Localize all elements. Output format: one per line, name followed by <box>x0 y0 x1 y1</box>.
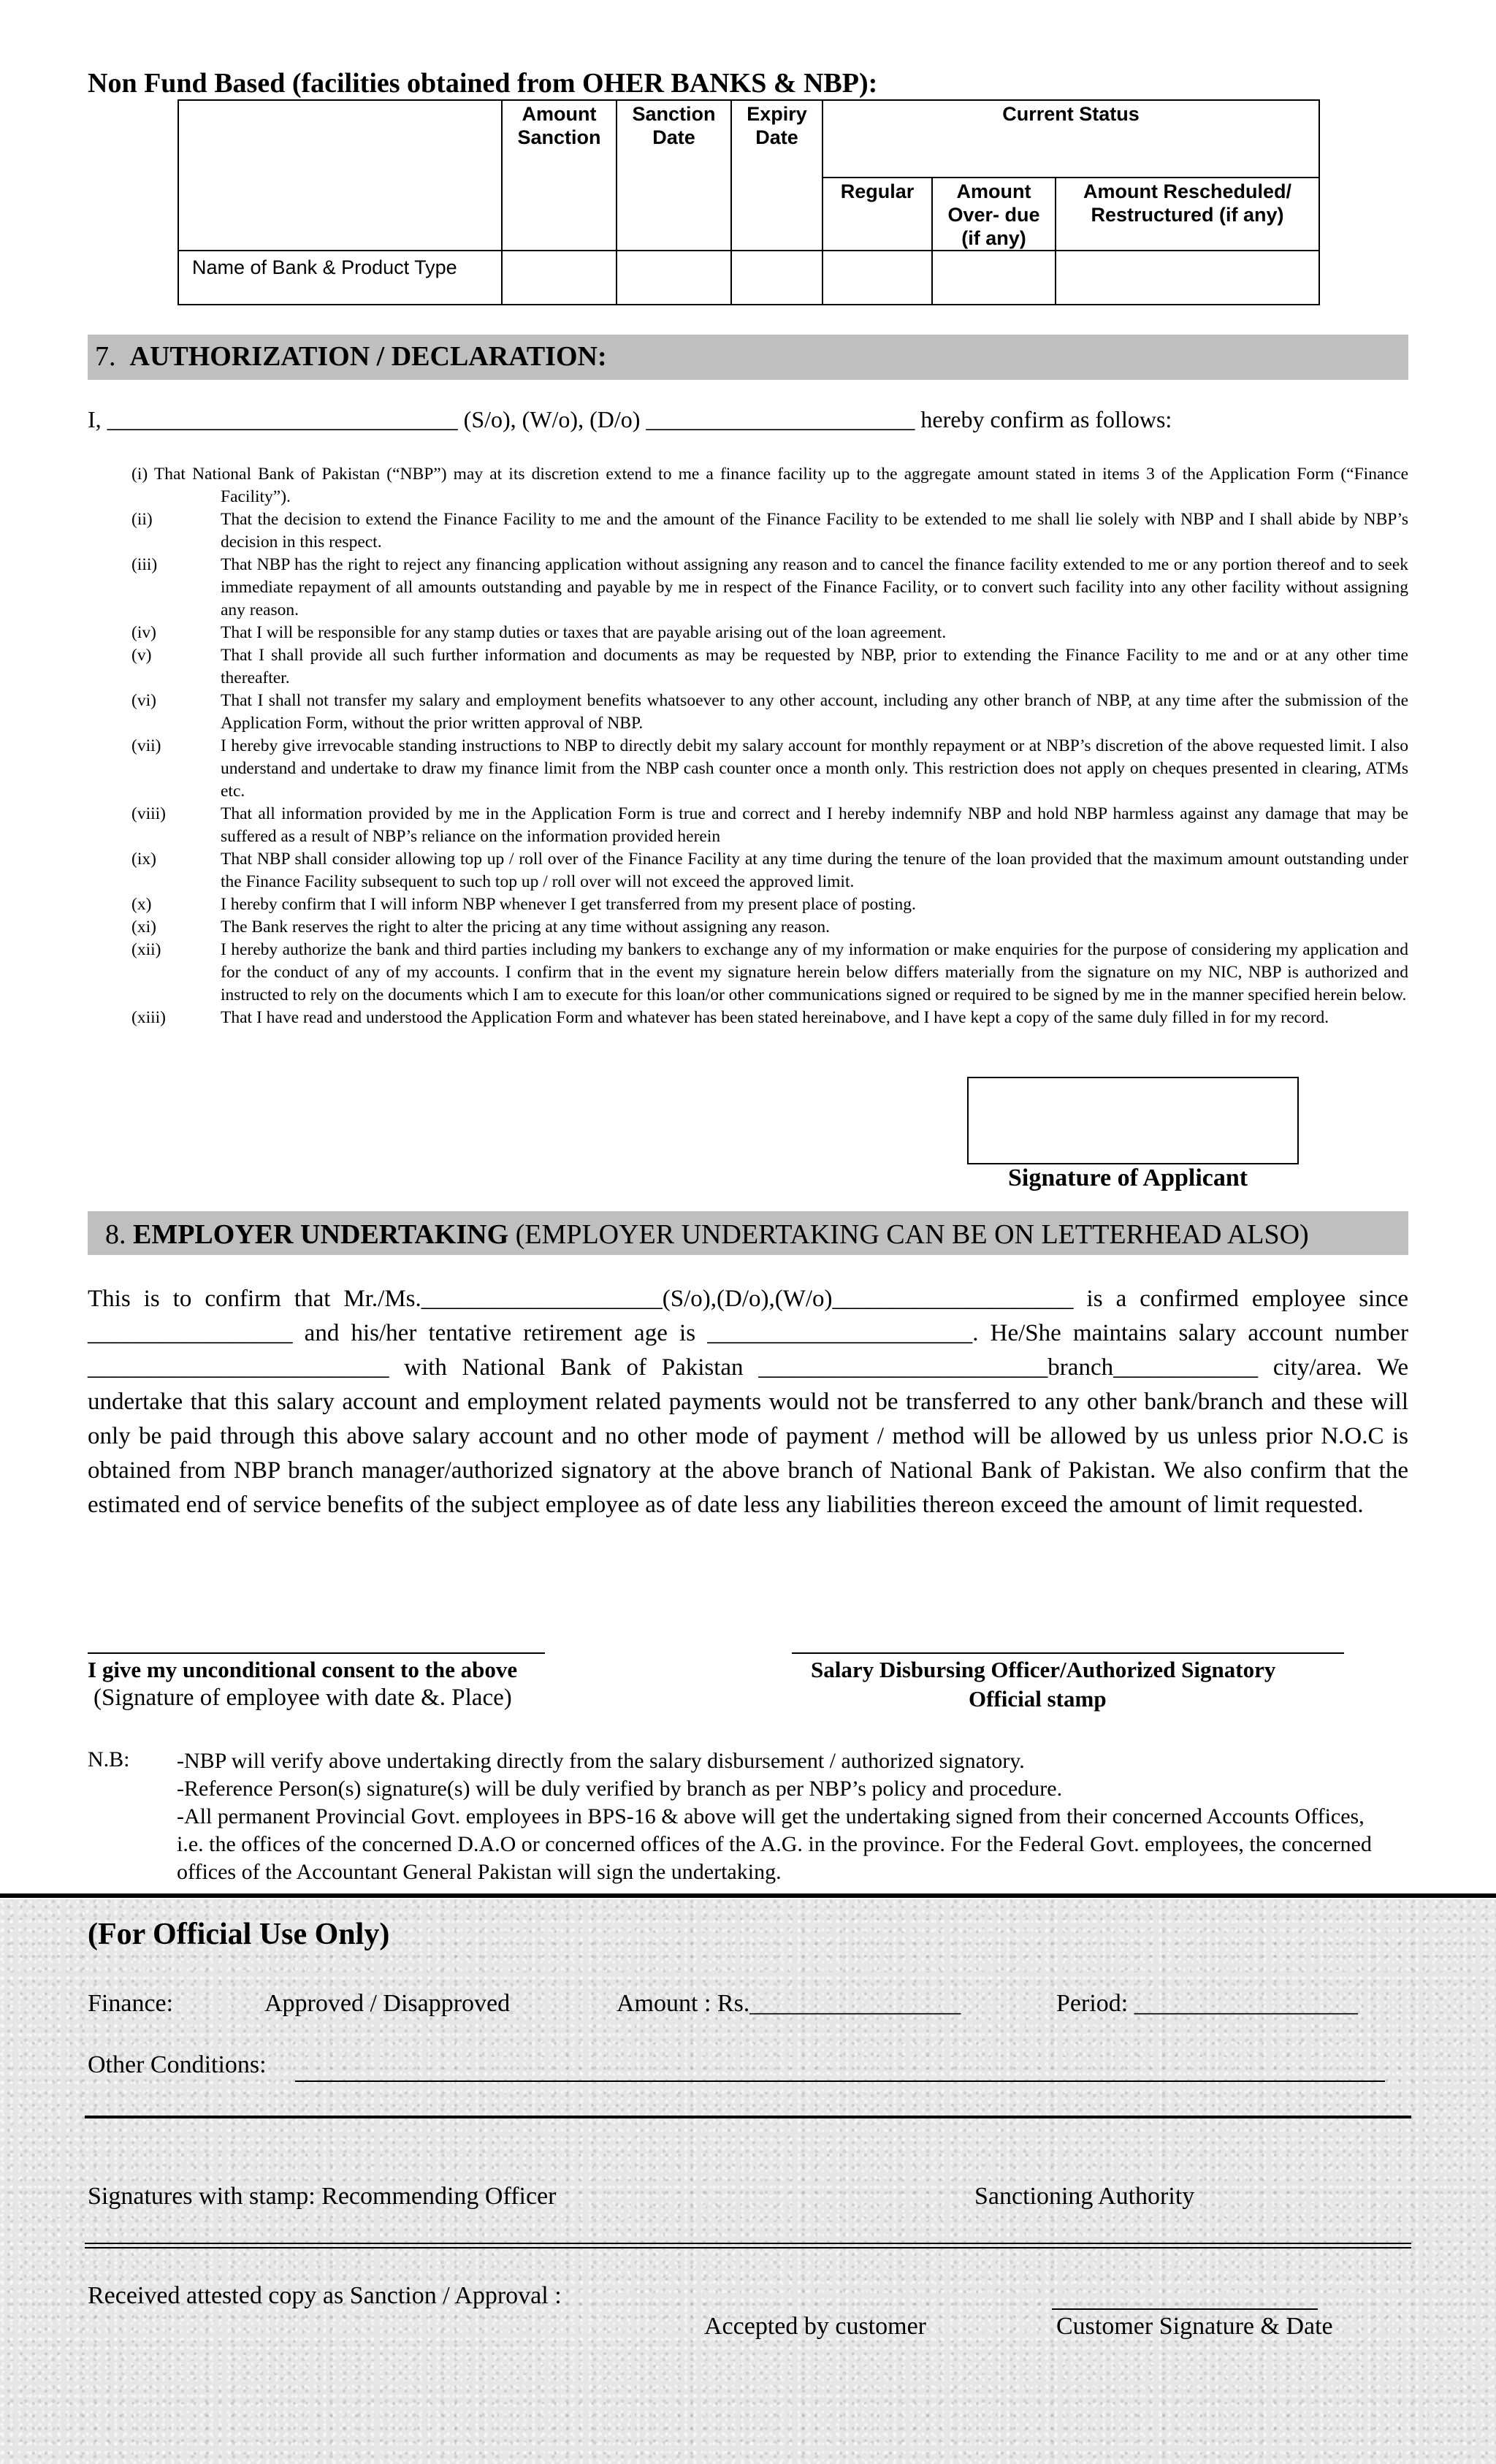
nb-label: N.B: <box>88 1747 130 1771</box>
declaration-item <box>131 848 1408 893</box>
officer-signature-line[interactable] <box>792 1652 1344 1654</box>
col-amount-sanction: Amount Sanction <box>502 100 617 251</box>
official-divider-double-bottom <box>85 2247 1411 2249</box>
section-8-bar <box>88 1211 1408 1255</box>
cell-amount-sanction[interactable] <box>502 251 617 305</box>
declaration-item-text: That NBP shall consider allowing top up / roll over of the Finance Facility at any time during the tenure of the loan provided that the maximum amount outstanding under the Finance Facility subsequent to such top up / roll over will not exceed the approved limit. <box>221 850 1408 891</box>
declaration-list <box>131 463 1408 1029</box>
section-7-number: 7. <box>95 341 116 372</box>
declaration-item-number: (iv) <box>131 623 156 642</box>
section-8-heading: EMPLOYER UNDERTAKING <box>133 1219 509 1250</box>
declaration-item <box>131 644 1408 690</box>
salary-disbursing-officer-label: Salary Disbursing Officer/Authorized Signatory <box>811 1657 1276 1682</box>
official-use-panel <box>0 1899 1496 2464</box>
declaration-item <box>131 690 1408 735</box>
declaration-item <box>131 939 1408 1007</box>
non-fund-table <box>178 99 1320 305</box>
recommending-officer-label: Signatures with stamp: Recommending Officer <box>88 2183 557 2210</box>
declaration-item-text: That NBP has the right to reject any financing application without assigning any reason and to cancel the finance facility extended to me or any portion thereof and to seek immediate repayment of all amounts outstanding and payable by me in respect of the Finance Facility, or to convert such facility into any other facility without assigning any reason. <box>221 555 1408 619</box>
declaration-item-text: I hereby authorize the bank and third parties including my bankers to exchange any of my information or make enquiries for the purpose of considering my application and for the conduct of any of my accounts. I confirm that in the event my signature herein below differs materially from the signature on my NIC, NBP is authorized and instructed to rely on the documents which I am to execute for this loan/or other communications signed or required to be signed by me in the manner specified herein below. <box>221 940 1408 1004</box>
declaration-item-number: (viii) <box>131 804 166 823</box>
declaration-item <box>131 803 1408 848</box>
declaration-item-text: That the decision to extend the Finance Facility to me and the amount of the Finance Facility to be extended to me shall lie solely with NBP and I shall abide by NBP’s decision in this respect. <box>221 510 1408 552</box>
section-7-heading: AUTHORIZATION / DECLARATION: <box>129 341 607 372</box>
employee-signature-line[interactable] <box>88 1652 545 1654</box>
applicant-confirm-line[interactable]: I, ______________________________ (S/o), (W/o), (D/o) _______________________ hereby confirm as follows: <box>88 406 1172 432</box>
declaration-item-number: (ii) <box>131 510 153 529</box>
nb-note: -Reference Person(s) signature(s) will be duly verified by branch as per NBP’s policy and procedure. <box>177 1777 1063 1801</box>
col-amount-rescheduled: Amount Rescheduled/ Restructured (if any) <box>1056 178 1319 251</box>
employer-undertaking-paragraph[interactable]: This is to confirm that Mr./Ms.____________________(S/o),(D/o),(W/o)____________________ is a confirmed employee since _________________ and his/her tentative retirement age is ______________________. He/She maintains salary account number _________________________ with National Bank of Pakistan ________________________branch____________ city/area. We undertake that this salary account and employment related payments would not be transferred to any other bank/branch and these will only be paid through this above salary account and no other mode of payment / method will be allowed by us unless prior N.O.C is obtained from NBP branch manager/authorized signatory at the above branch of National Bank of Pakistan. We also confirm that the estimated end of service benefits of the subject employee as of date less any liabilities thereon exceed the amount of limit requested. <box>88 1286 1408 1518</box>
declaration-item-number: (ix) <box>131 850 156 869</box>
declaration-item-text: That I shall not transfer my salary and employment benefits whatsoever to any other account, including any other branch of NBP, at any time after the submission of the Application Form, without the prior written approval of NBP. <box>221 691 1408 733</box>
signature-of-applicant-label: Signature of Applicant <box>1008 1164 1248 1191</box>
declaration-item <box>131 1007 1408 1029</box>
declaration-item-text: That National Bank of Pakistan (“NBP”) may at its discretion extend to me a finance facility up to the aggregate amount stated in items 3 of the Application Form (“Finance Facility”). <box>153 465 1409 506</box>
cell-amount-overdue[interactable] <box>932 251 1056 305</box>
official-divider-double-top <box>85 2243 1411 2244</box>
declaration-item <box>131 508 1408 554</box>
declaration-item-text: That I have read and understood the Application Form and whatever has been stated hereinabove, and I have kept a copy of the same duly filled in for my record. <box>221 1008 1329 1027</box>
declaration-item-text: That I will be responsible for any stamp duties or taxes that are payable arising out of the loan agreement. <box>221 623 947 642</box>
blank-header-cell <box>178 100 502 251</box>
declaration-item-text: That I shall provide all such further information and documents as may be requested by NBP, prior to extending the Finance Facility to me and or at any other time thereafter. <box>221 646 1408 687</box>
nb-notes <box>177 1747 1389 1886</box>
accepted-by-customer-label: Accepted by customer <box>704 2313 926 2340</box>
declaration-item-text: I hereby confirm that I will inform NBP whenever I get transferred from my present place of posting. <box>221 895 916 914</box>
declaration-item-text: The Bank reserves the right to alter the pricing at any time without assigning any reason. <box>221 918 831 937</box>
cell-sanction-date[interactable] <box>617 251 731 305</box>
sanctioning-authority-label: Sanctioning Authority <box>974 2183 1195 2210</box>
received-copy-label: Received attested copy as Sanction / Approval : <box>88 2282 562 2309</box>
col-sanction-date: Sanction Date <box>617 100 731 251</box>
consent-statement: I give my unconditional consent to the above <box>88 1657 518 1682</box>
declaration-item-text: I hereby give irrevocable standing instructions to NBP to directly debit my salary account for monthly repayment or at NBP’s discretion of the above requested limit. I also understand and undertake to draw my finance limit from the NBP cash counter once a month only. This restriction does not apply on cheques presented in clearing, ATMs etc. <box>221 736 1408 801</box>
amount-field[interactable]: Amount : Rs._________________ <box>617 1990 961 2017</box>
declaration-item <box>131 554 1408 622</box>
official-use-title: (For Official Use Only) <box>88 1918 390 1951</box>
official-stamp-label: Official stamp <box>969 1686 1107 1712</box>
other-conditions-label: Other Conditions: <box>88 2051 267 2078</box>
applicant-signature-box[interactable] <box>967 1077 1299 1164</box>
official-top-double-rule <box>0 1893 1496 1898</box>
section-8-number: 8. <box>105 1219 126 1250</box>
declaration-item-number: (vii) <box>131 736 161 755</box>
nb-note: -All permanent Provincial Govt. employees in BPS-16 & above will get the undertaking signed from their concerned Accounts Offices, i.e. the offices of the concerned D.A.O or concerned offices of the A.G. in the province. For the Federal Govt. employees, the concerned offices of the Accountant General Pakistan will sign the undertaking. <box>177 1804 1372 1884</box>
customer-signature-date-label: Customer Signature & Date <box>1056 2313 1333 2340</box>
col-regular: Regular <box>823 178 932 251</box>
declaration-item-number: (iii) <box>131 555 158 574</box>
declaration-item-number: (vi) <box>131 691 156 710</box>
declaration-item-number: (xii) <box>131 940 161 959</box>
declaration-item-number: (x) <box>131 895 152 914</box>
employee-signature-caption: (Signature of employee with date &. Place) <box>94 1685 512 1711</box>
non-fund-heading: Non Fund Based (facilities obtained from OHER BANKS & NBP): <box>88 68 878 99</box>
declaration-item <box>131 916 1408 939</box>
declaration-item <box>131 893 1408 916</box>
official-divider <box>85 2116 1411 2118</box>
period-field[interactable]: Period: __________________ <box>1056 1990 1358 2017</box>
cell-amount-rescheduled[interactable] <box>1056 251 1319 305</box>
row-label-bank-product: Name of Bank & Product Type <box>178 251 502 305</box>
approved-disapproved-option[interactable]: Approved / Disapproved <box>264 1990 511 2017</box>
declaration-item <box>131 622 1408 644</box>
declaration-item-text: That all information provided by me in the Application Form is true and correct and I hereby indemnify NBP and hold NBP harmless against any damage that may be suffered as a result of NBP’s reliance on the information provided herein <box>221 804 1408 846</box>
declaration-item-number: (xi) <box>131 918 156 937</box>
declaration-item <box>131 463 1408 508</box>
declaration-item-number: (xiii) <box>131 1008 166 1027</box>
col-current-status: Current Status <box>823 100 1319 178</box>
col-amount-overdue: Amount Over- due (if any) <box>932 178 1056 251</box>
customer-signature-line[interactable] <box>1052 2308 1318 2310</box>
section-7-bar <box>88 335 1408 380</box>
declaration-item <box>131 735 1408 803</box>
section-8-title <box>105 1218 1309 1251</box>
finance-label: Finance: <box>88 1990 174 2017</box>
nb-note: -NBP will verify above undertaking directly from the salary disbursement / authorized signatory. <box>177 1749 1025 1773</box>
section-8-subheading: (EMPLOYER UNDERTAKING CAN BE ON LETTERHEAD ALSO) <box>515 1219 1309 1250</box>
declaration-item-number: (v) <box>131 646 152 665</box>
col-expiry-date: Expiry Date <box>731 100 823 251</box>
cell-expiry-date[interactable] <box>731 251 823 305</box>
declaration-item-number: (i) <box>131 465 148 484</box>
cell-regular[interactable] <box>823 251 932 305</box>
section-7-title <box>95 340 607 373</box>
other-conditions-line[interactable] <box>295 2080 1385 2082</box>
